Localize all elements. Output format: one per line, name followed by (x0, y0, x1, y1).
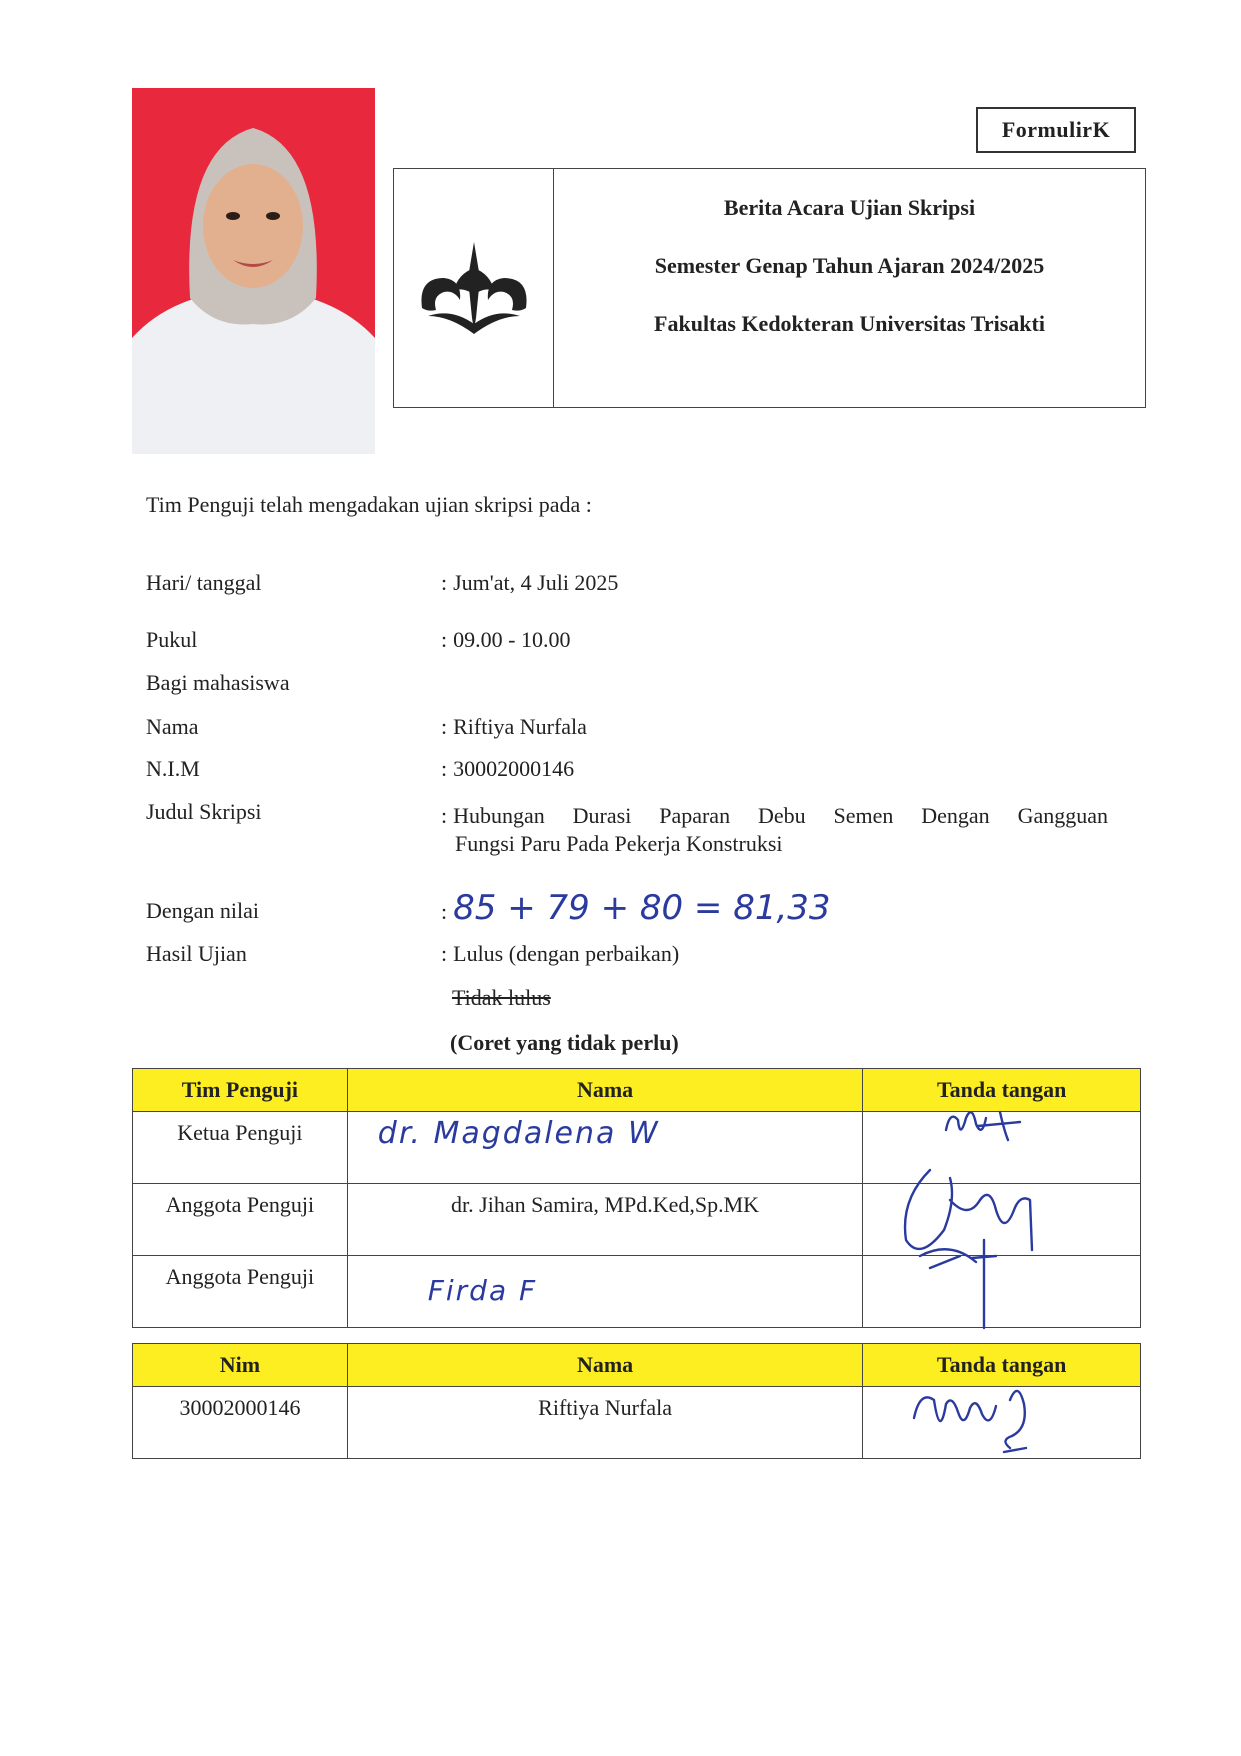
result-pass: : Lulus (dengan perbaikan) (441, 941, 680, 966)
strike-note: (Coret yang tidak perlu) (450, 1030, 679, 1055)
table-row (133, 1387, 1141, 1459)
student-table (132, 1343, 1141, 1459)
thesis-title: : Hubungan Durasi Paparan Debu Semen Dengan Gangguan Fungsi Paru Pada Pekerja Konstruksi (441, 803, 1108, 856)
name-cell: dr. Magdalena W (347, 1112, 863, 1184)
col-header-signature: Tanda tangan (863, 1344, 1141, 1387)
col-header-name: Nama (347, 1069, 863, 1112)
name-cell: dr. Jihan Samira, MPd.Ked,Sp.MK (347, 1184, 863, 1256)
name-cell: Riftiya Nurfala (347, 1387, 862, 1459)
title-label: Judul Skripsi (146, 799, 262, 824)
score-label: Dengan nilai (146, 898, 260, 923)
role-cell: Anggota Penguji (133, 1184, 348, 1256)
form-code: FormulirK (976, 107, 1136, 153)
header-title: Berita Acara Ujian Skripsi (723, 195, 976, 220)
name-cell: Firda F (347, 1256, 863, 1328)
name-label: Nama (146, 714, 199, 739)
examiners-table (132, 1068, 1141, 1328)
score-value: : 85 + 79 + 80 = 81,33 (441, 888, 831, 928)
nim-value: : 30002000146 (441, 756, 575, 781)
col-header-role: Tim Penguji (133, 1069, 348, 1112)
table-row (133, 1184, 1141, 1256)
role-cell: Ketua Penguji (133, 1112, 348, 1184)
time-value: : 09.00 - 10.00 (441, 627, 571, 652)
date-label: Hari/ tanggal (146, 570, 262, 595)
handwritten-score: 85 + 79 + 80 = 81,33 (453, 888, 831, 928)
date-value: : Jum'at, 4 Juli 2025 (441, 570, 619, 595)
student-photo (132, 88, 375, 454)
result-fail-struck: Tidak lulus (452, 985, 551, 1010)
table-row (133, 1112, 1141, 1184)
header-semester: Semester Genap Tahun Ajaran 2024/2025 (654, 253, 1045, 278)
time-label: Pukul (146, 627, 198, 652)
document-header (393, 168, 1146, 408)
col-header-name: Nama (347, 1344, 862, 1387)
name-value: : Riftiya Nurfala (441, 714, 587, 739)
col-header-nim: Nim (133, 1344, 348, 1387)
trisakti-emblem-icon (414, 238, 534, 338)
role-cell: Anggota Penguji (133, 1256, 348, 1328)
col-header-signature: Tanda tangan (863, 1069, 1141, 1112)
result-label: Hasil Ujian (146, 941, 247, 966)
signature-cell (863, 1184, 1141, 1256)
nim-cell: 30002000146 (133, 1387, 348, 1459)
student-label: Bagi mahasiswa (146, 670, 290, 695)
signature-cell (863, 1112, 1141, 1184)
nim-label: N.I.M (146, 756, 200, 781)
header-faculty: Fakultas Kedokteran Universitas Trisakti (654, 311, 1045, 336)
university-logo (394, 169, 554, 407)
intro-text: Tim Penguji telah mengadakan ujian skripsi pada : (146, 492, 592, 517)
signature-cell (863, 1256, 1141, 1328)
table-row (133, 1256, 1141, 1328)
signature-cell (863, 1387, 1141, 1459)
